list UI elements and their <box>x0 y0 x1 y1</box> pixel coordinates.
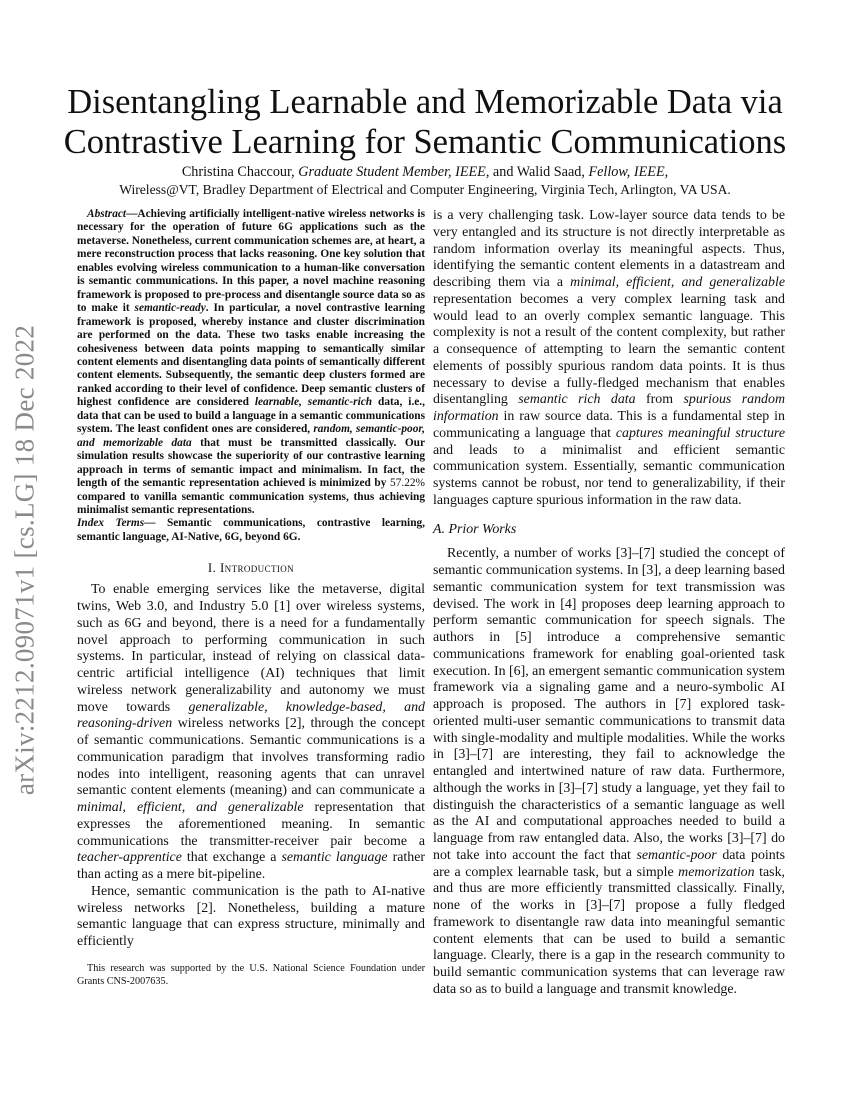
abstract-emphasis-1: semantic-ready <box>134 302 206 315</box>
intro-paragraph-2-continued <box>433 208 785 510</box>
author-1-role: Graduate Student Member, IEEE, <box>298 164 490 180</box>
author-1: Christina Chaccour, <box>181 164 295 180</box>
text: task, and thus are more efficiently transmitted classically. Finally, none of the works in [3]–[7] propose a fully fledged framework to disentangle raw data into meaningful semantic content elements that can be used to build a semantic language. Clearly, there is a gap in the research community to build semantic communication systems that can leverage raw data so as to build a language and transmit knowledge. <box>433 864 785 997</box>
introduction-body <box>77 582 425 951</box>
emphasis: memorization <box>678 864 755 880</box>
emphasis: minimal, efficient, and generalizable <box>570 275 785 290</box>
emphasis: semantic-poor <box>636 847 717 863</box>
subsection-title: Prior Works <box>448 521 517 537</box>
section-title: Introduction <box>219 560 295 576</box>
abstract-text-4: that must be transmitted classically. Our simulation results showcase the superiority of our contrastive learning approach in terms of semantic impact and minimalism. In fact, the length of the semantic representation achieved is minimized by <box>77 436 425 490</box>
author-2-role: Fellow, IEEE, <box>588 164 669 180</box>
text: that exchange a <box>181 850 282 866</box>
section-heading-introduction <box>77 560 425 576</box>
text: Recently, a number of works [3]–[7] studied the concept of semantic communication systems. In [3], a deep learning based semantic communication system for text transmission was devised. The work in [4] proposes deep learning approach to perform semantic communication for speech signals. The authors in [5] introduce a comprehensive semantic communications framework for enabling goal-oriented task execution. In [6], an emergent semantic communication system framework via a signaling game and a neuro-symbolic AI approach is proposed. The authors in [7] explored task-oriented multi-user semantic communications to transmit data with single-modality and multiple modalities. While the works in [3]–[7] are interesting, they fail to acknowledge the entangled and intertwined nature of raw data. Furthermore, although the works in [3]–[7] study a language, yet they fail to distinguish the characteristics of a semantic language as well as the AI and computational approaches needed to build a language from raw entangled data. Also, the works [3]–[7] do not take into account the fact that <box>433 546 785 863</box>
abstract-emphasis-3: random, semantic-poor, and memorizable data <box>77 423 425 449</box>
intro-paragraph-2-start: Hence, semantic communication is the path to AI-native wireless networks [2]. Nonetheless, building a mature semantic language that can express structure, minimally and efficiently <box>77 883 425 950</box>
index-terms-dash: — <box>144 517 156 530</box>
abstract-text-2: . In particular, a novel contrastive learning framework is proposed, whereby instance and cluster discrimination are performed on the data. These two tasks enable increasing the cohesiveness between data points mapping to semantically similar content elements and disentangling data points of semantically different content elements. Subsequently, the semantic deep clusters formed are ranked according to their level of confidence. Deep semantic clusters of highest confidence are considered <box>77 302 425 409</box>
arxiv-stamp <box>5 290 45 830</box>
affiliation: Wireless@VT, Bradley Department of Electrical and Computer Engineering, Virginia Tech, Arlington, VA USA. <box>119 182 731 197</box>
text: in raw source data. This is a fundamental step in communicating a language that <box>433 409 785 441</box>
text: is a very challenging task. Low-layer source data tends to be very entangled and its structure is not directly interpretable as random information overlay its meaningful aspects. Thus, identifying the semantic content elements in a datastream and describing them via a <box>433 208 785 290</box>
abstract-emphasis-2: learnable, semantic-rich <box>254 396 373 409</box>
abstract-dash: — <box>126 208 138 220</box>
intro-paragraph-1 <box>77 582 425 884</box>
emphasis: teacher-apprentice <box>77 850 182 866</box>
footnote: This research was supported by the U.S. National Science Foundation under Grants CNS-2007635. <box>77 963 425 987</box>
text: To enable emerging services like the metaverse, digital twins, Web 3.0, and Industry 5.0 [1] over wireless systems, such as 6G and beyond, there is a need for a fundamentally novel approach to performing communication in such systems. In particular, instead of relying on classical data-centric artificial intelligence (AI) techniques that limit wireless network generalizability and autonomy we must move towards <box>77 582 425 715</box>
subsection-heading-prior-works <box>433 522 785 539</box>
text: wireless networks [2], through the concept of semantic communications. Semantic communications is a communication paradigm that involves transforming radio nodes into intelligent, reasoning agents that can unravel semantic content elements (meaning) and can communicate a <box>77 716 425 799</box>
emphasis: generalizable, knowledge-based, and reasoning-driven <box>77 699 425 732</box>
emphasis: captures meaningful structure <box>615 425 785 441</box>
text: and leads to a minimalist and efficient semantic communication system. Essentially, semantic communication systems cannot be robust, nor tend to generalizability, if their languages capture spurious information in the raw data. <box>433 442 785 508</box>
left-column <box>77 208 425 951</box>
text: data points are a complex learnable task, but a simple <box>433 847 786 880</box>
abstract-percentage: 57.22% <box>390 477 425 490</box>
index-terms-label: Index Terms <box>77 517 145 530</box>
emphasis: minimal, efficient, and generalizable <box>77 800 304 816</box>
index-terms-text: Semantic communications, contrastive learning, semantic language, AI-Native, 6G, beyond 6G. <box>77 517 426 543</box>
text: representation that expresses the aforementioned meaning. In semantic communications the transmitter-receiver pair become a <box>77 800 425 849</box>
emphasis: semantic rich data <box>518 392 636 408</box>
emphasis: spurious random information <box>433 392 785 424</box>
prior-works-paragraph <box>433 546 785 998</box>
text: representation becomes a very complex learning task and would lead to an overly complex semantic language. This complexity is not a result of the content complexity, but rather a consequence of attempting to learn the semantic content elements of possibly spurious random data points. It is thus necessary to devise a fully-fledged mechanism that enables disentangling <box>433 291 785 408</box>
abstract-text-3: data, i.e., data that can be used to build a language in a semantic communications system. The least confident ones are considered, <box>77 396 425 436</box>
right-column <box>433 208 785 999</box>
arxiv-id-text: arXiv:2212.09071v1 [cs.LG] 18 Dec 2022 <box>9 324 40 796</box>
text: from <box>635 392 684 408</box>
abstract-label: Abstract <box>87 208 127 220</box>
abstract <box>77 208 425 517</box>
text: rather than acting as a mere bit-pipeline. <box>77 850 425 883</box>
section-number: I. <box>207 560 217 576</box>
author-2: and Walid Saad, <box>492 164 585 180</box>
subsection-label: A. <box>433 521 445 537</box>
emphasis: semantic language <box>281 850 388 866</box>
paper-title <box>0 82 850 162</box>
title-line-2: Contrastive Learning for Semantic Communications <box>63 123 787 161</box>
abstract-text-1: Achieving artificially intelligent-native wireless networks is necessary for the operation of future 6G applications such as the metaverse. Nonetheless, current communication schemes are, at heart, a mere reconstruction process that lacks reasoning. One key solution that enables evolving wireless communication to a human-like conversation is semantic communications. In this paper, a novel machine reasoning framework is proposed to pre-process and disentangle source data so as to make it <box>77 208 426 315</box>
index-terms <box>77 517 425 544</box>
title-line-1: Disentangling Learnable and Memorizable Data via <box>67 83 783 121</box>
author-list <box>0 163 850 181</box>
abstract-text-5: compared to vanilla semantic communication systems, thus achieving minimalist semantic representations. <box>77 490 425 516</box>
